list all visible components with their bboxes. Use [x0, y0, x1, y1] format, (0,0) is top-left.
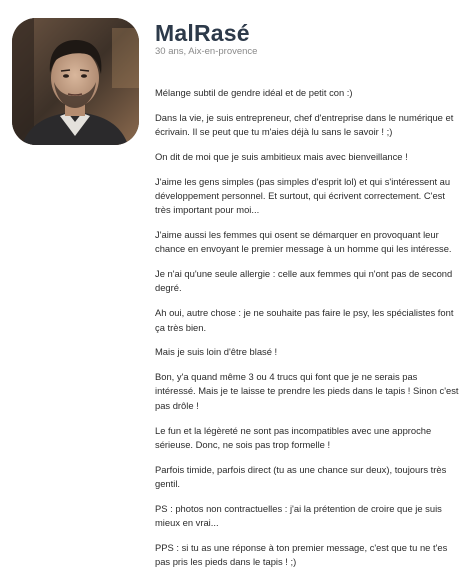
bio-paragraph: Le fun et la légèreté ne sont pas incompatibles avec une approche sérieuse. Donc, ne sois pas trop formelle ! — [155, 424, 432, 450]
bio-paragraph: Dans la vie, je suis entrepreneur, chef d'entreprise dans le numérique et écrivain. Il se peut que tu m'aies déjà lu sans le savoir ! ;) — [155, 111, 454, 138]
bio-paragraph: PS : photos non contractuelles : j'ai la prétention de croire que je suis mieux en vrai... — [155, 502, 442, 529]
profile-bio — [155, 86, 460, 580]
bio-paragraph: PPS : si tu as une réponse à ton premier message, c'est que tu ne t'es pas pris les pieds dans le tapis ! ;) — [155, 541, 448, 568]
bio-paragraph: Ah oui, autre chose : je ne souhaite pas faire le psy, les spécialistes font ça très bien. — [155, 307, 454, 333]
bio-paragraph: Je n'ai qu'une seule allergie : celle aux femmes qui n'ont pas de second degré. — [155, 268, 453, 294]
profile-name: MalRasé — [155, 20, 250, 46]
bio-paragraph: On dit de moi que je suis ambitieux mais avec bienveillance ! — [155, 150, 408, 162]
bio-paragraph: Parfois timide, parfois direct (tu as une chance sur deux), toujours très gentil. — [155, 463, 447, 489]
bio-paragraph: J'aime aussi les femmes qui osent se démarquer en provoquant leur chance en envoyant le premier message à un homme qui les intéresse. — [155, 229, 452, 255]
bio-paragraph: Bon, y'a quand même 3 ou 4 trucs qui font que je ne serais pas intéressé. Mais je te laisse te prendre les pieds dans le tapis ! Sinon c'est pas drôle ! — [155, 371, 459, 411]
profile-age-location: 30 ans, Aix-en-provence — [155, 46, 258, 57]
bio-paragraph: Mélange subtil de gendre idéal et de petit con :) — [155, 87, 353, 98]
bio-paragraph: Mais je suis loin d'être blasé ! — [155, 346, 278, 358]
profile-photo-icon — [12, 18, 139, 145]
bio-paragraph: J'aime les gens simples (pas simples d'esprit lol) et qui s'intéressent au développement personnel. Et surtout, qui écrivent correctement. C'est très important pour moi... — [155, 175, 451, 216]
profile-avatar[interactable] — [12, 18, 139, 145]
